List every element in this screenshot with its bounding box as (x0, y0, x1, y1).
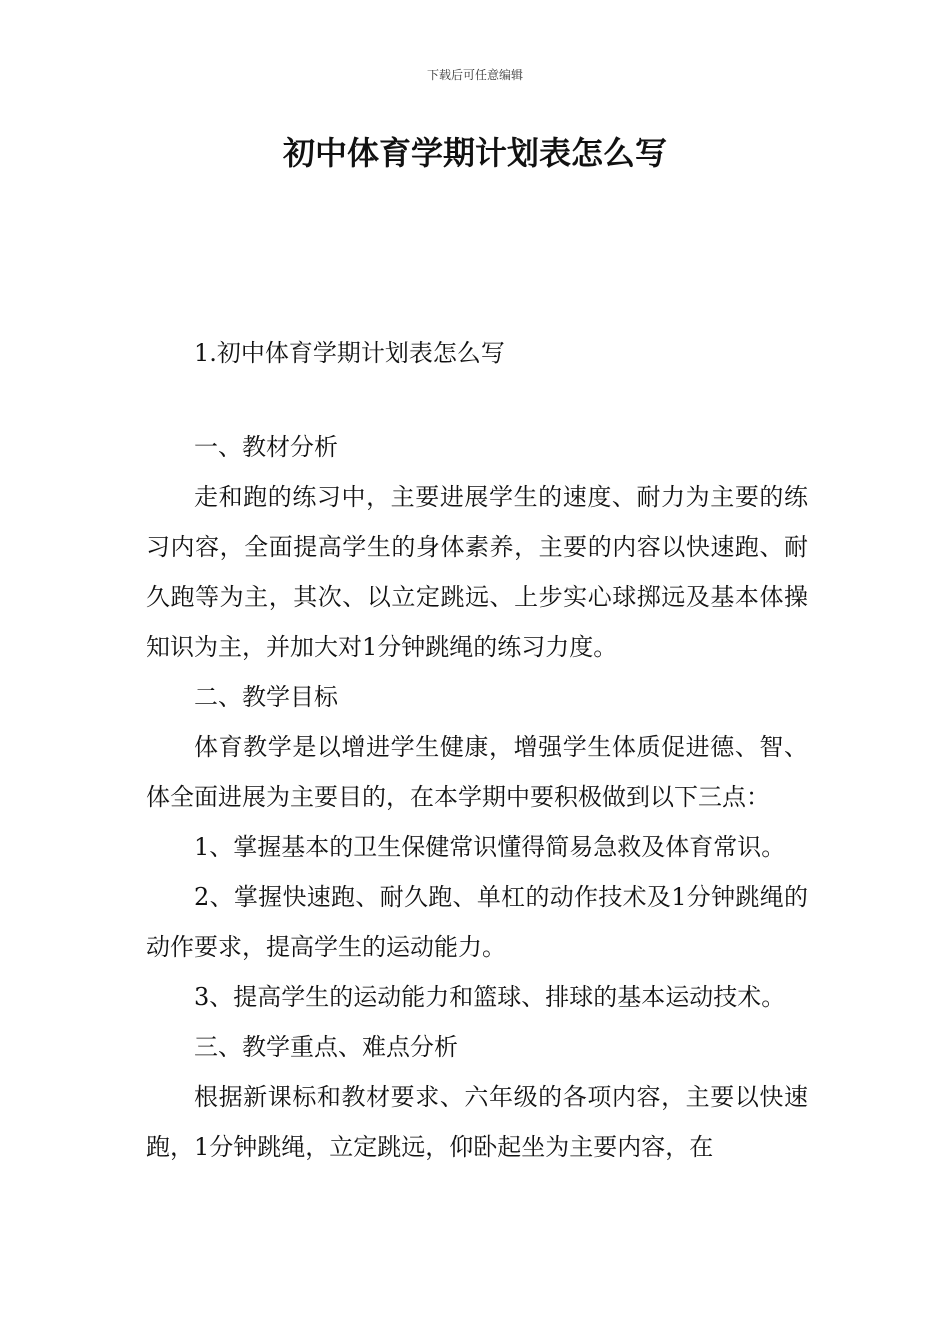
goal-item-3: 3、提高学生的运动能力和篮球、排球的基本运动技术。 (194, 983, 786, 1011)
page-title: 初中体育学期计划表怎么写 (282, 134, 667, 172)
section-title: 1.初中体育学期计划表怎么写 (194, 339, 505, 367)
goal-item-2: 2、掌握快速跑、耐久跑、单杠的动作技术及1分钟跳绳的动作要求，提高学生的运动能力。 (146, 883, 808, 961)
header-note: 下载后可任意编辑 (426, 68, 523, 82)
heading-key-points: 三、教学重点、难点分析 (194, 1033, 458, 1061)
paragraph-materials-analysis: 走和跑的练习中，主要进展学生的速度、耐力为主要的练习内容，全面提高学生的身体素养，主要的内容以快速跑、耐久跑等为主，其次、以立定跳远、上步实心球掷远及基本体操知识为主，并加大对1分钟跳绳的练习力度。 (146, 483, 808, 661)
paragraph-teaching-goals: 体育教学是以增进学生健康，增强学生体质促进德、智、体全面进展为主要目的，在本学期中要积极做到以下三点： (146, 733, 808, 811)
body-text (146, 422, 808, 1172)
paragraph-key-points: 根据新课标和教材要求、六年级的各项内容，主要以快速跑，1分钟跳绳，立定跳远，仰卧起坐为主要内容，在 (146, 1083, 808, 1161)
heading-materials-analysis: 一、教材分析 (194, 433, 338, 461)
goal-item-1: 1、掌握基本的卫生保健常识懂得简易急救及体育常识。 (194, 833, 786, 861)
heading-teaching-goals: 二、教学目标 (194, 683, 338, 711)
